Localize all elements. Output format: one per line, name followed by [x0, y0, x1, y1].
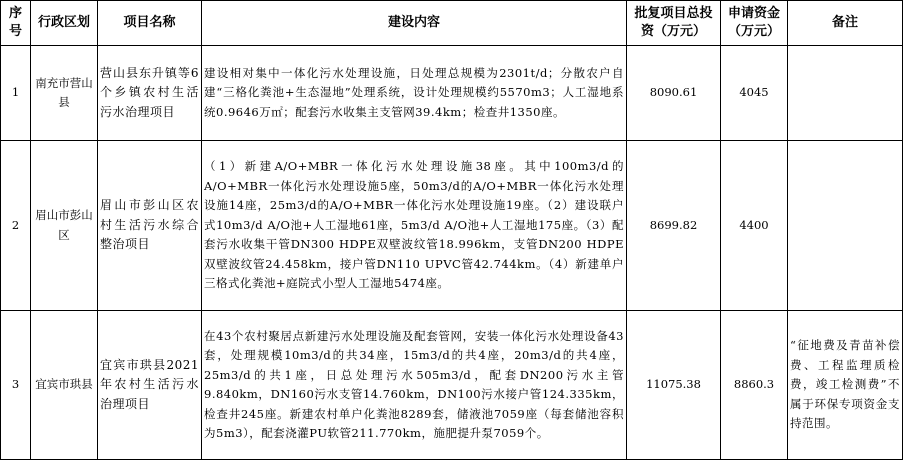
cell-investment: 11075.38 [627, 311, 721, 460]
cell-region: 南充市营山县 [31, 46, 98, 141]
cell-investment: 8090.61 [627, 46, 721, 141]
cell-content: （1）新建A/O+MBR一体化污水处理设施38座。其中100m3/d的A/O+MBR一体化污水处理设施5座，50m3/d的A/O+MBR一体化污水处理设施14座，25m3/d的A/O+MBR一体化污水处理设施19座。（2）建设联户式10m3/d A/O池+人工湿地61座，5m3/d A/O池+人工湿地175座。（3）配套污水收集干管DN300 HDPE双壁波纹管18.996km，支管DN200 HDPE双壁波纹管24.458km，接户管DN110 UPVC管42.744km。（4）新建单户三格式化粪池+庭院式小型人工湿地5474座。 [202, 141, 627, 311]
cell-region: 宜宾市珙县 [31, 311, 98, 460]
cell-funding: 4045 [721, 46, 788, 141]
cell-region: 眉山市彭山区 [31, 141, 98, 311]
cell-investment: 8699.82 [627, 141, 721, 311]
cell-content: 在43个农村聚居点新建污水处理设施及配套管网，安装一体化污水处理设备43套，处理规模10m3/d的共34座，15m3/d的共4座，20m3/d的共4座，25m3/d的共1座，日总处理污水505m3/d，配套DN200污水主管9.840km，DN160污水支管14.760km，DN100污水接户管124.335km，检查井245座。新建农村单户化粪池8289套，储液池7059座（每套储池容积为5m3），配套浇灌PU软管211.770km，施肥提升泵7059个。 [202, 311, 627, 460]
header-seq: 序号 [1, 1, 31, 46]
table-row [1, 311, 903, 460]
header-region: 行政区划 [31, 1, 98, 46]
cell-seq: 1 [1, 46, 31, 141]
cell-remark: “征地费及青苗补偿费、工程监理质检费，竣工检测费”不属于环保专项资金支持范围。 [788, 311, 903, 460]
cell-seq: 3 [1, 311, 31, 460]
cell-project: 营山县东升镇等6个乡镇农村生活污水治理项目 [98, 46, 202, 141]
header-investment: 批复项目总投资（万元） [627, 1, 721, 46]
cell-project: 宜宾市珙县2021年农村生活污水治理项目 [98, 311, 202, 460]
header-project: 项目名称 [98, 1, 202, 46]
cell-content: 建设相对集中一体化污水处理设施，日处理总规模为2301t/d；分散农户自建“三格化粪池+生态湿地”处理系统，设计处理规模约5570m3；人工湿地系统0.9646万㎡；配套污水收集主支管网39.4km；检查井1350座。 [202, 46, 627, 141]
cell-funding: 4400 [721, 141, 788, 311]
table-row [1, 141, 903, 311]
cell-remark [788, 46, 903, 141]
table-row [1, 46, 903, 141]
cell-funding: 8860.3 [721, 311, 788, 460]
header-content: 建设内容 [202, 1, 627, 46]
cell-project: 眉山市彭山区农村生活污水综合整治项目 [98, 141, 202, 311]
header-funding: 申请资金（万元） [721, 1, 788, 46]
cell-seq: 2 [1, 141, 31, 311]
cell-remark [788, 141, 903, 311]
header-row [1, 1, 903, 46]
header-remark: 备注 [788, 1, 903, 46]
